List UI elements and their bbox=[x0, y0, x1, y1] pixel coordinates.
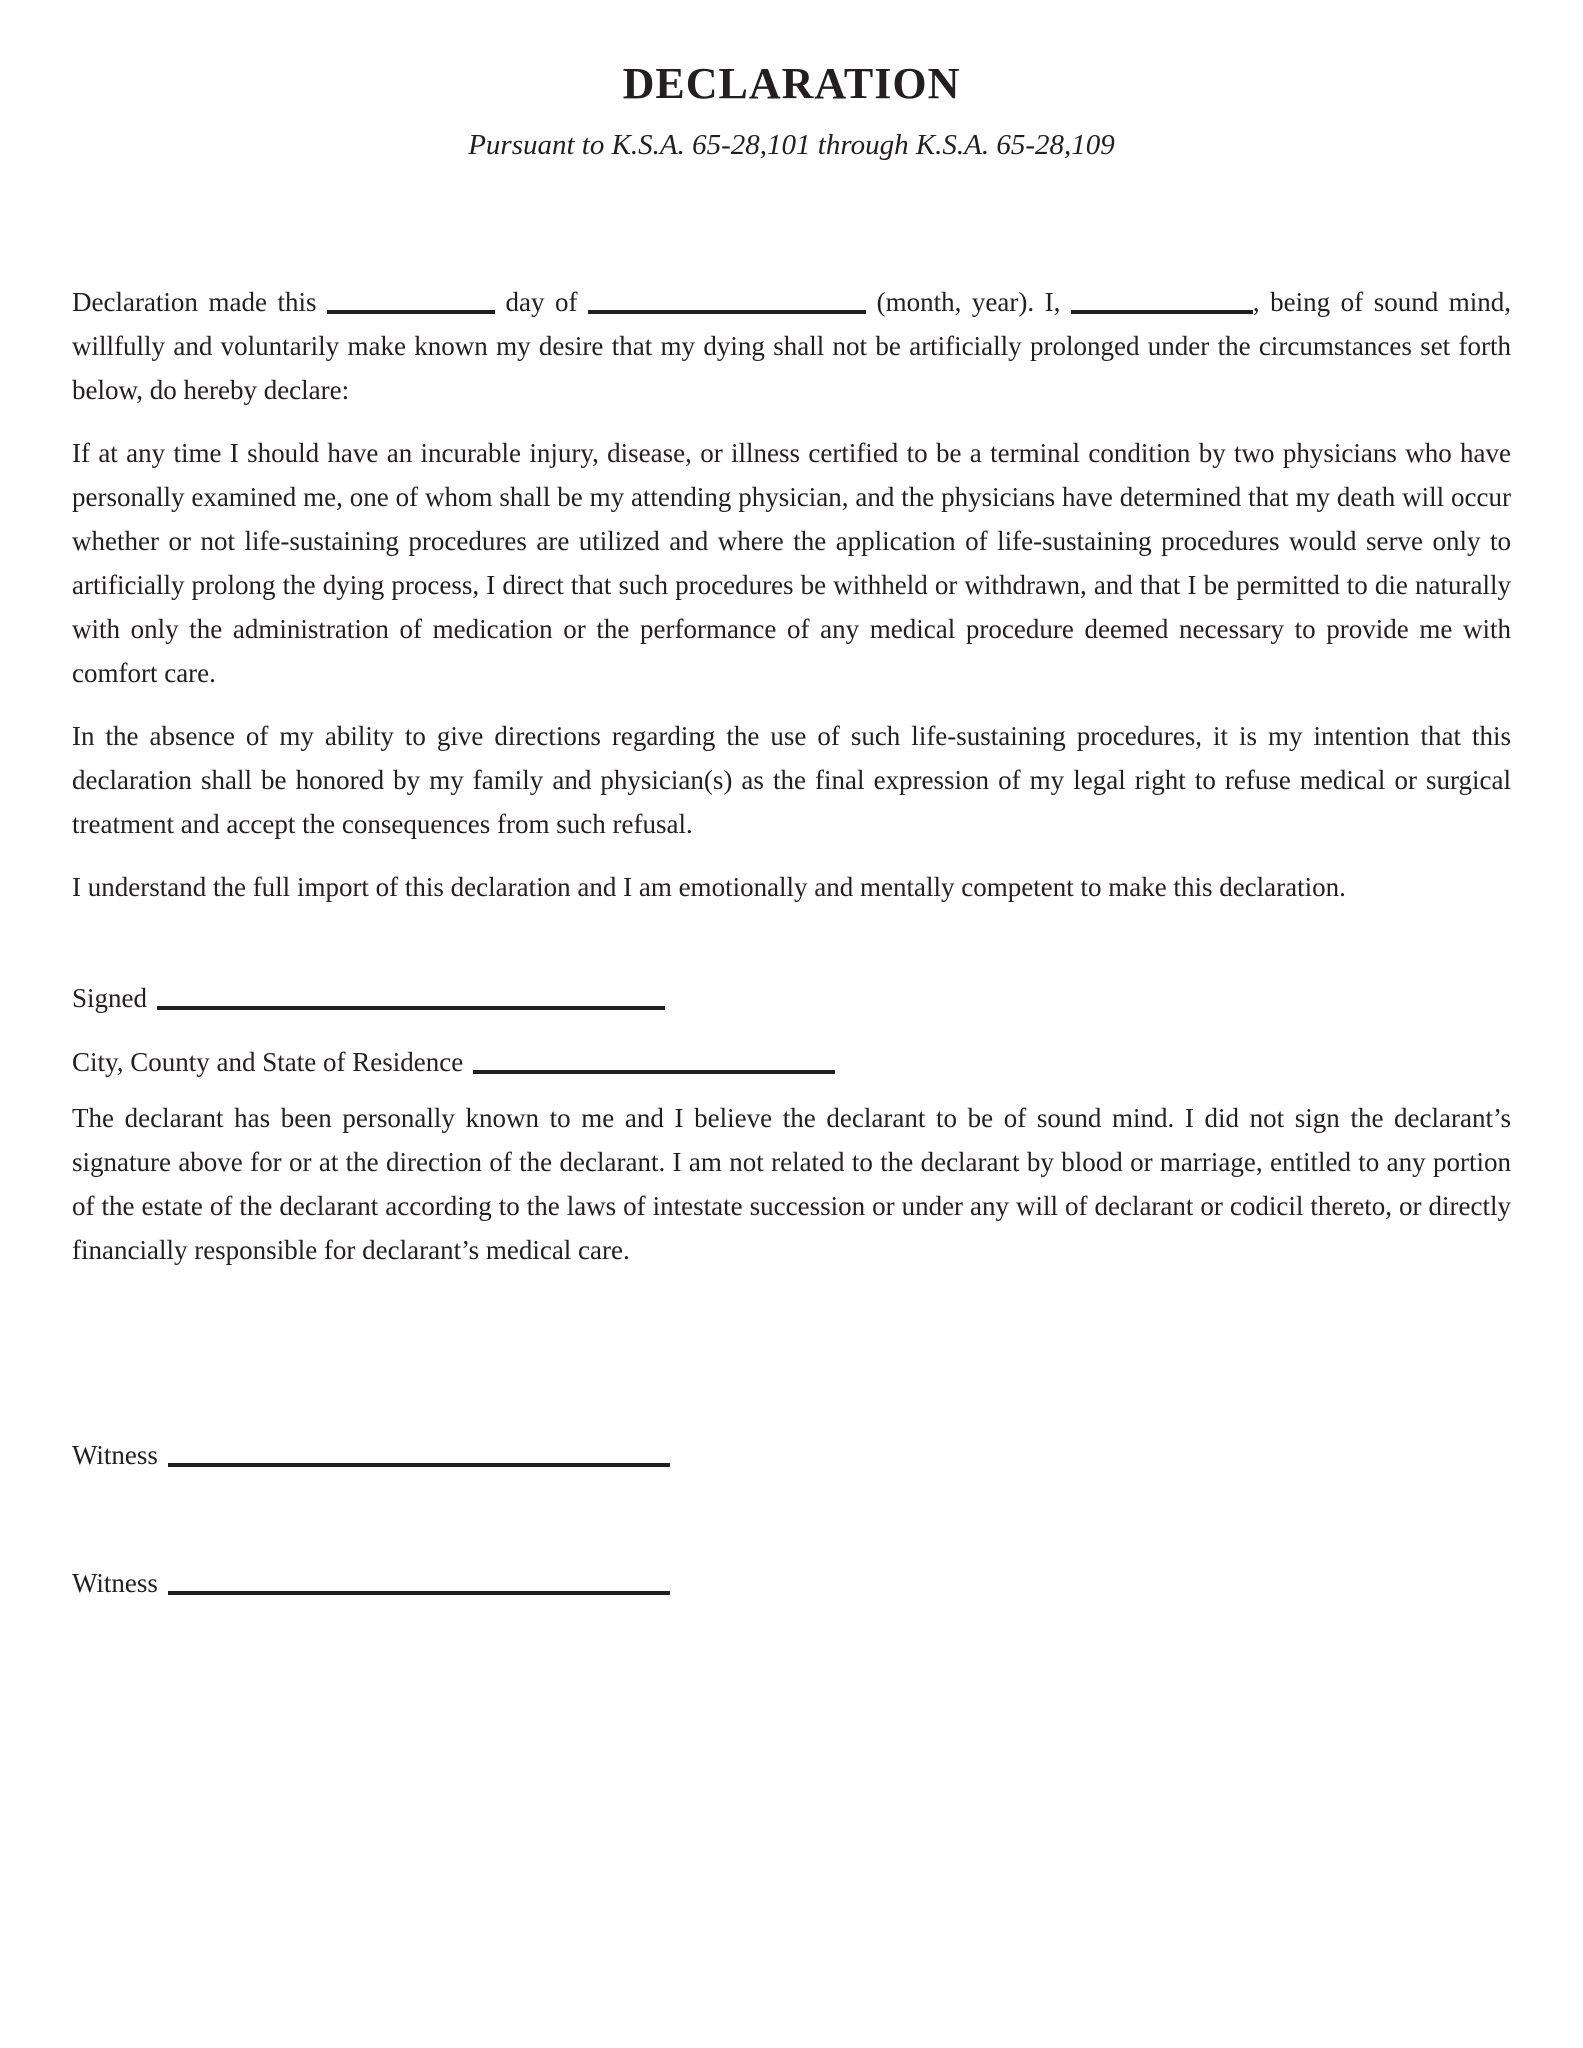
statute-subtitle: Pursuant to K.S.A. 65-28,101 through K.S.A. 65-28,109 bbox=[468, 129, 1115, 161]
intro-text-4: , being of sound mind, willfully and voluntarily make known my desire that my dying shall not be artificially prolonged under the circumstances set forth below, do hereby declare: bbox=[72, 287, 1511, 405]
intro-text-1: Declaration made this bbox=[72, 287, 317, 317]
competence-paragraph: I understand the full import of this declaration and I am emotionally and mentally competent to make this declaration. bbox=[72, 872, 1346, 902]
signed-label: Signed bbox=[72, 983, 148, 1013]
signed-row bbox=[72, 976, 1511, 1020]
terminal-condition-paragraph: If at any time I should have an incurable injury, disease, or illness certified to be a terminal condition by two physicians who have personally examined me, one of whom shall be my attending physician, and the physicians have determined that my death will occur whether or not life-sustaining procedures are utilized and where the application of life-sustaining procedures would serve only to artificially prolong the dying process, I direct that such procedures be withheld or withdrawn, and that I be permitted to die naturally with only the administration of medication or the performance of any medical procedure deemed necessary to provide me with comfort care. bbox=[72, 438, 1511, 688]
intention-paragraph: In the absence of my ability to give directions regarding the use of such life-sustaining procedures, it is my intention that this declaration shall be honored by my family and physician(s) as the final expression of my legal right to refuse medical or surgical treatment and accept the consequences from such refusal. bbox=[72, 721, 1511, 839]
spacer bbox=[72, 1020, 1511, 1040]
witness2-label: Witness bbox=[72, 1568, 158, 1598]
residence-field[interactable] bbox=[473, 1057, 835, 1075]
signed-signature-field[interactable] bbox=[157, 993, 665, 1011]
witness1-row bbox=[72, 1433, 1511, 1477]
spacer bbox=[72, 1477, 1511, 1561]
residence-row bbox=[72, 1040, 1511, 1084]
intro-text-3: (month, year). I, bbox=[876, 287, 1061, 317]
spacer bbox=[72, 1291, 1511, 1433]
intro-text-2: day of bbox=[505, 287, 578, 317]
witness1-label: Witness bbox=[72, 1440, 158, 1470]
witness2-row bbox=[72, 1561, 1511, 1605]
intro-paragraph bbox=[72, 280, 1511, 412]
spacer bbox=[72, 1084, 1511, 1096]
residence-label: City, County and State of Residence bbox=[72, 1047, 464, 1077]
declarant-name-blank-field[interactable] bbox=[1071, 297, 1253, 315]
day-blank-field[interactable] bbox=[327, 297, 495, 315]
witness-attestation-paragraph: The declarant has been personally known to me and I believe the declarant to be of sound mind. I did not sign the declarant’s signature above for or at the direction of the declarant. I am not related to the declarant by blood or marriage, entitled to any portion of the estate of the declarant according to the laws of intestate succession or under any will of declarant or codicil thereto, or directly financially responsible for declarant’s medical care. bbox=[72, 1103, 1511, 1265]
page-title: DECLARATION bbox=[622, 59, 961, 108]
spacer bbox=[72, 928, 1511, 976]
witness2-signature-field[interactable] bbox=[168, 1578, 670, 1596]
witness1-signature-field[interactable] bbox=[168, 1450, 670, 1468]
month-year-blank-field[interactable] bbox=[588, 297, 866, 315]
